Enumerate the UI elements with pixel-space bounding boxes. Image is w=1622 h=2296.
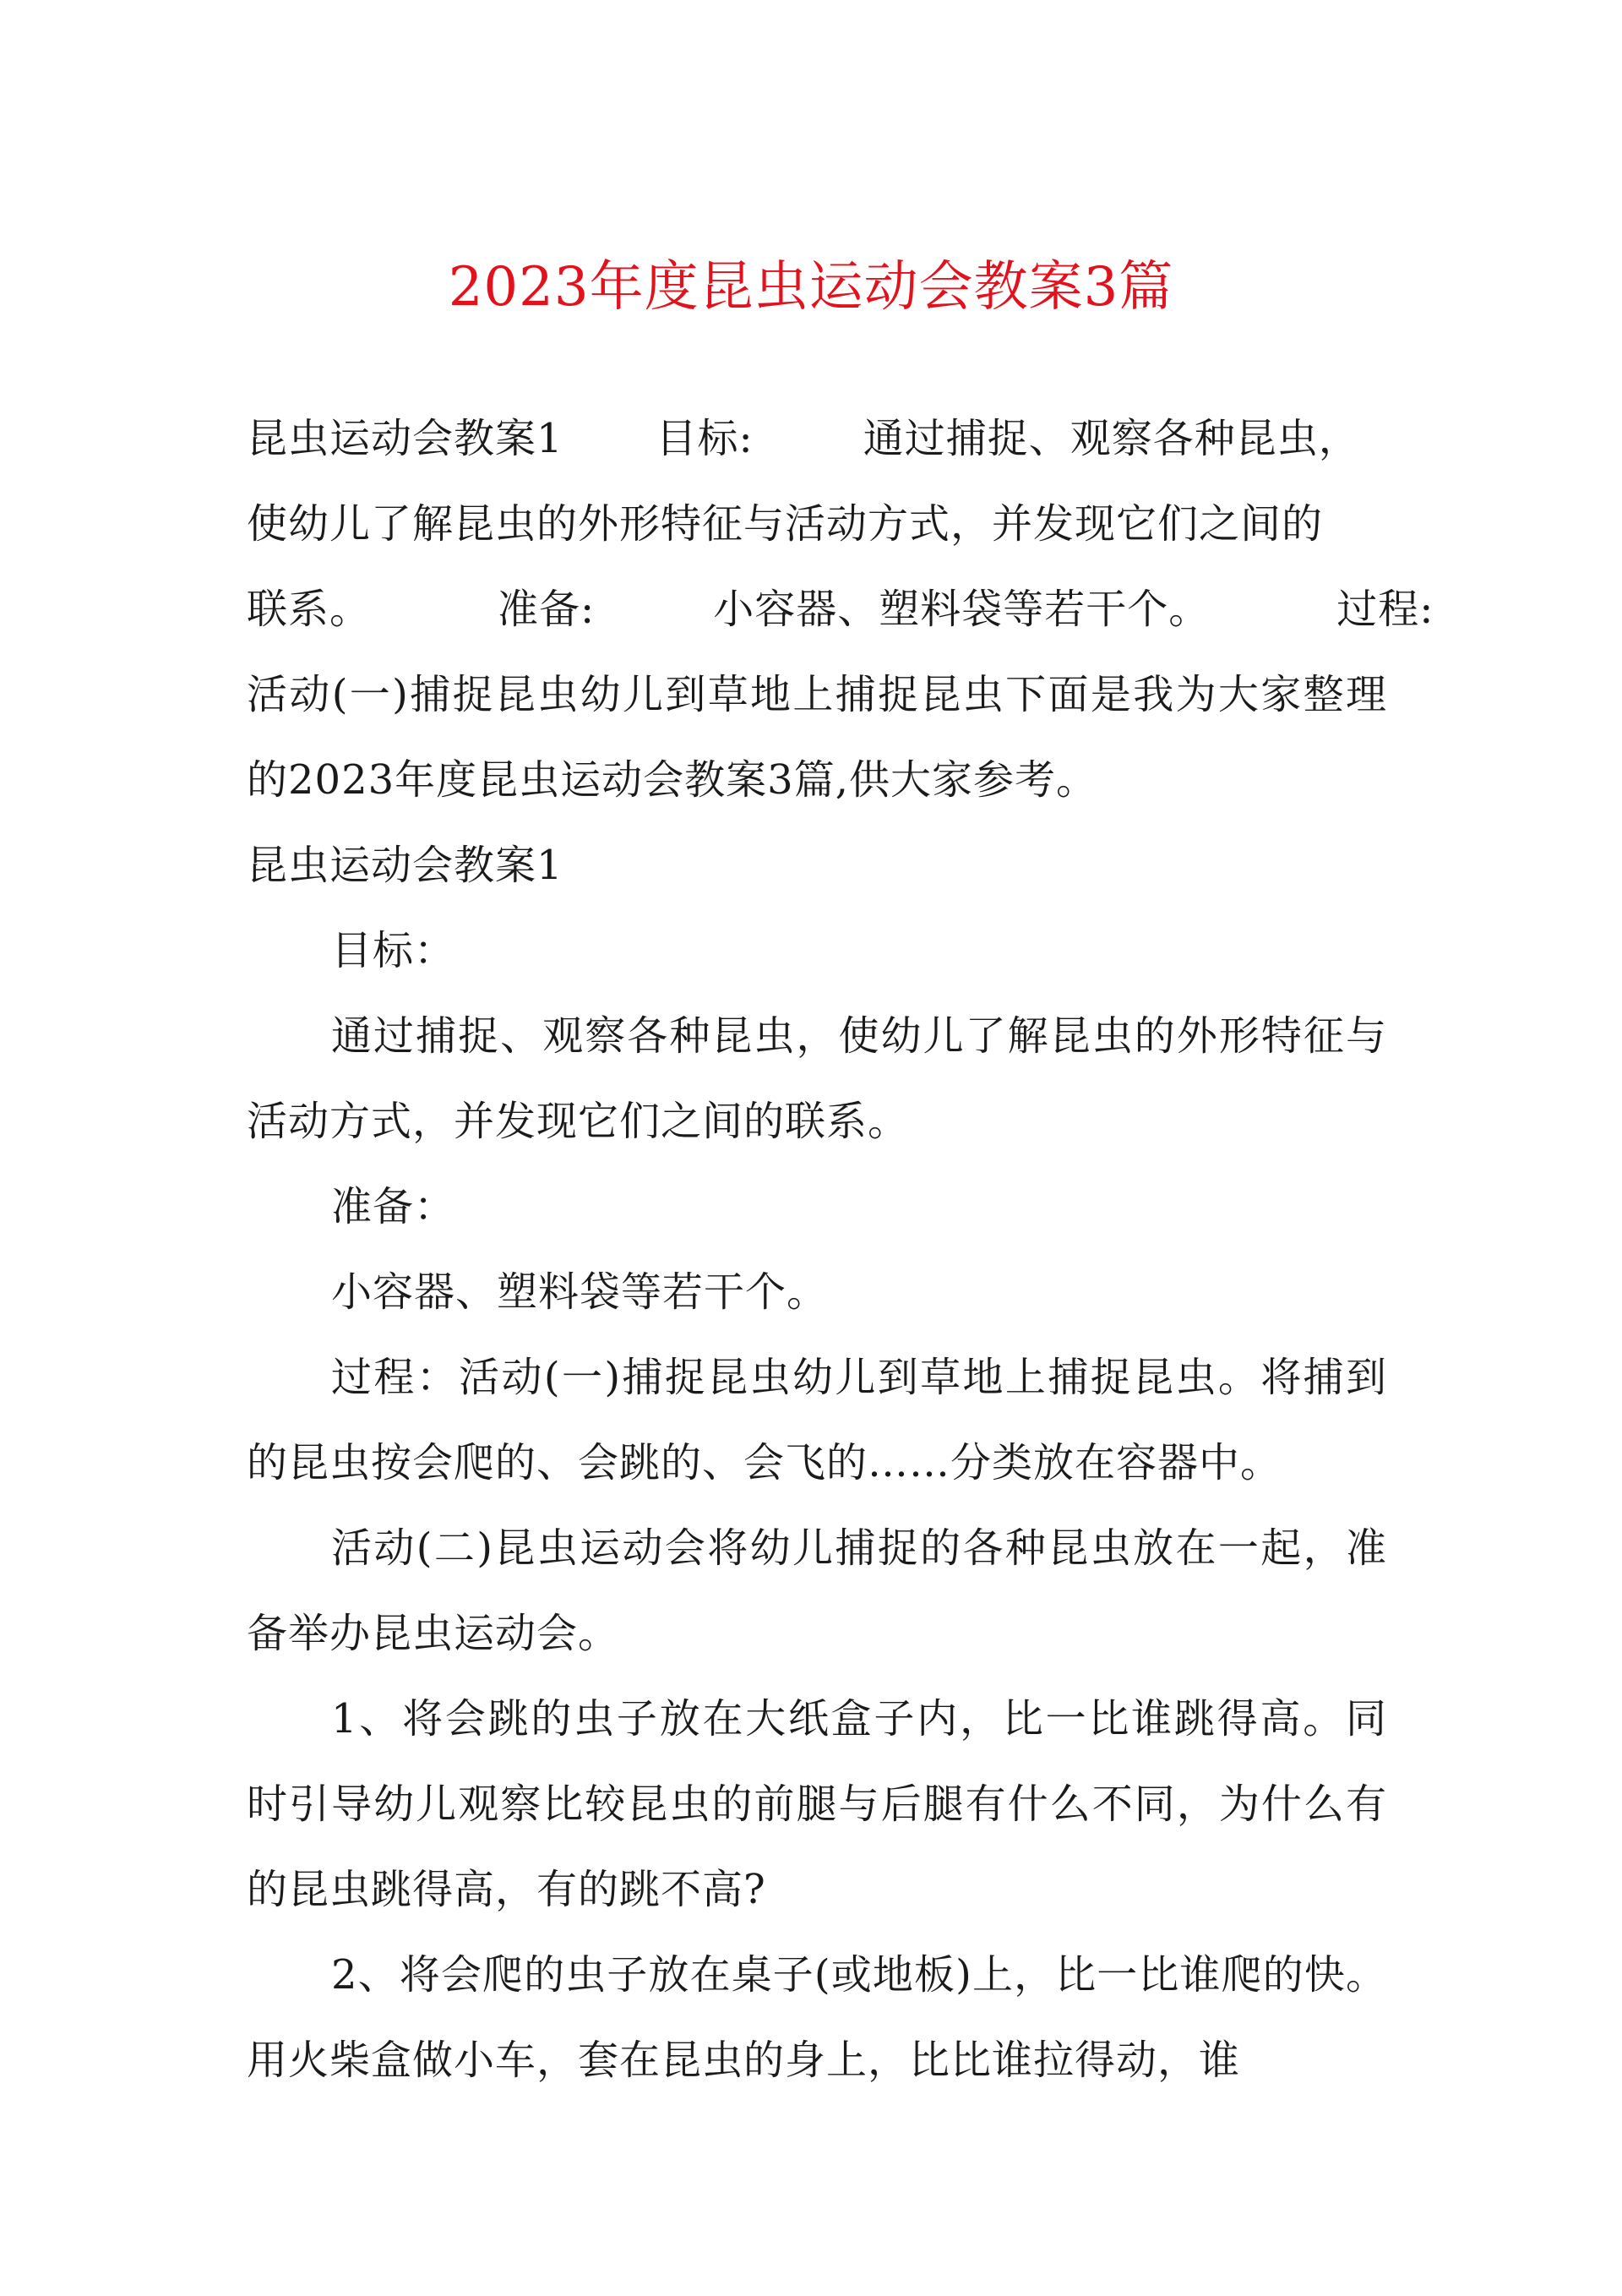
paragraph-prep-label: 准备： [331, 1183, 456, 1230]
paragraph-prep-text: 小容器、塑料袋等若干个。 [331, 1268, 829, 1316]
paragraph-goal-label: 目标： [331, 927, 456, 974]
intro-line-3 [247, 567, 1434, 652]
paragraph-goal-text: 通过捕捉、观察各种昆虫，使幼儿了解昆虫的外形特征与活动方式，并发现它们之间的联系。 [247, 1012, 1387, 1145]
intro-line-1 [247, 396, 1387, 482]
intro-rest: 活动(一)捕捉昆虫幼儿到草地上捕捉昆虫下面是我为大家整理的2023年度昆虫运动会教案3篇,供大家参考。 [247, 671, 1387, 804]
intro-prep-label: 准备: [498, 586, 596, 633]
intro-link-text: 联系。 [247, 586, 372, 633]
intro-process-label: 过程: [1336, 586, 1434, 633]
intro-heading: 昆虫运动会教案1 [247, 415, 563, 462]
section-heading: 昆虫运动会教案1 [247, 842, 563, 889]
document-body [247, 396, 1434, 2103]
intro-line-2: 使幼儿了解昆虫的外形特征与活动方式，并发现它们之间的 [247, 500, 1324, 548]
paragraph-step-1: 1、将会跳的虫子放在大纸盒子内，比一比谁跳得高。同时引导幼儿观察比较昆虫的前腿与后腿有什么不同，为什么有的昆虫跳得高，有的跳不高? [247, 1695, 1387, 1913]
intro-goal-label: 目标: [656, 415, 754, 462]
paragraph-process-2: 活动(二)昆虫运动会将幼儿捕捉的各种昆虫放在一起，准备举办昆虫运动会。 [247, 1524, 1387, 1657]
document-title: 2023年度昆虫运动会教案3篇 [448, 256, 1174, 319]
paragraph-step-2: 2、将会爬的虫子放在桌子(或地板)上，比一比谁爬的快。用火柴盒做小车，套在昆虫的身上，比比谁拉得动，谁 [247, 1951, 1387, 2084]
intro-goal-text: 通过捕捉、观察各种昆虫， [863, 415, 1360, 462]
paragraph-process-1: 过程：活动(一)捕捉昆虫幼儿到草地上捕捉昆虫。将捕到的昆虫按会爬的、会跳的、会飞的……分类放在容器中。 [247, 1354, 1387, 1486]
intro-prep-text: 小容器、塑料袋等若干个。 [713, 586, 1211, 633]
